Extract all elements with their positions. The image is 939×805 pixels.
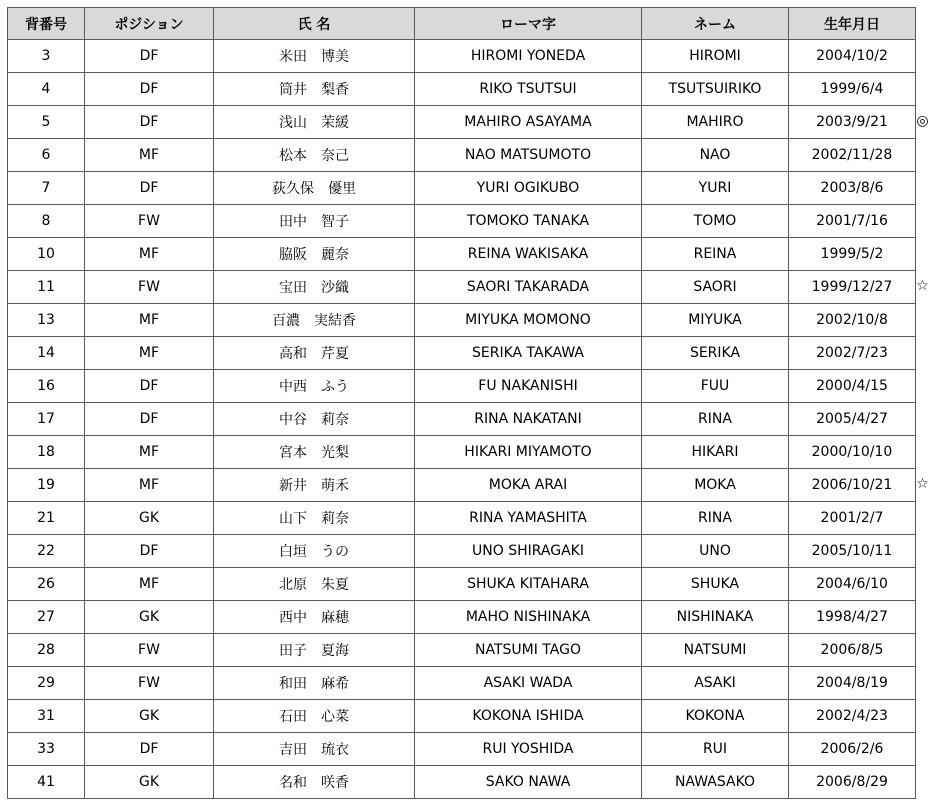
cell-nickname: UNO <box>642 535 789 568</box>
cell-nickname: NAO <box>642 139 789 172</box>
cell-nickname: MIYUKA <box>642 304 789 337</box>
cell-number: 33 <box>8 733 85 766</box>
cell-number: 14 <box>8 337 85 370</box>
table-row <box>8 733 916 766</box>
cell-nickname: REINA <box>642 238 789 271</box>
cell-birthdate: 2001/2/7 <box>789 502 916 535</box>
row-mark <box>910 633 935 666</box>
cell-position: GK <box>85 502 214 535</box>
cell-number: 6 <box>8 139 85 172</box>
cell-birthdate: 2004/10/2 <box>789 40 916 73</box>
cell-name: 浅山 茉緩 <box>214 106 415 139</box>
cell-nickname: SERIKA <box>642 337 789 370</box>
header-roman: ローマ字 <box>415 8 642 40</box>
cell-birthdate: 2002/11/28 <box>789 139 916 172</box>
cell-number: 8 <box>8 205 85 238</box>
cell-roman: RINA NAKATANI <box>415 403 642 436</box>
row-mark <box>910 303 935 336</box>
cell-number: 10 <box>8 238 85 271</box>
row-mark: ◎ <box>916 113 929 129</box>
cell-birthdate: 2002/10/8 <box>789 304 916 337</box>
row-mark <box>910 138 935 171</box>
table-row <box>8 139 916 172</box>
table-header <box>8 8 916 40</box>
cell-name: 中西 ふう <box>214 370 415 403</box>
table-row <box>8 535 916 568</box>
cell-name: 田中 智子 <box>214 205 415 238</box>
cell-roman: NATSUMI TAGO <box>415 634 642 667</box>
cell-nickname: SHUKA <box>642 568 789 601</box>
cell-name: 宮本 光梨 <box>214 436 415 469</box>
cell-number: 18 <box>8 436 85 469</box>
table-row <box>8 238 916 271</box>
cell-name: 白垣 うの <box>214 535 415 568</box>
cell-name: 和田 麻希 <box>214 667 415 700</box>
cell-birthdate: 2006/10/21 <box>789 469 916 502</box>
cell-roman: NAO MATSUMOTO <box>415 139 642 172</box>
cell-name: 西中 麻穂 <box>214 601 415 634</box>
cell-nickname: KOKONA <box>642 700 789 733</box>
table-row <box>8 436 916 469</box>
table-row <box>8 40 916 73</box>
row-mark <box>910 732 935 765</box>
cell-roman: RIKO TSUTSUI <box>415 73 642 106</box>
cell-position: DF <box>85 73 214 106</box>
cell-number: 7 <box>8 172 85 205</box>
roster-table-container <box>7 7 916 799</box>
table-row <box>8 205 916 238</box>
cell-roman: REINA WAKISAKA <box>415 238 642 271</box>
cell-roman: MIYUKA MOMONO <box>415 304 642 337</box>
cell-position: DF <box>85 172 214 205</box>
cell-birthdate: 2002/7/23 <box>789 337 916 370</box>
row-mark <box>910 402 935 435</box>
cell-nickname: TOMO <box>642 205 789 238</box>
cell-roman: HIKARI MIYAMOTO <box>415 436 642 469</box>
cell-roman: KOKONA ISHIDA <box>415 700 642 733</box>
cell-roman: UNO SHIRAGAKI <box>415 535 642 568</box>
cell-birthdate: 2001/7/16 <box>789 205 916 238</box>
cell-roman: FU NAKANISHI <box>415 370 642 403</box>
cell-nickname: ASAKI <box>642 667 789 700</box>
cell-position: DF <box>85 370 214 403</box>
roster-table <box>7 7 916 799</box>
cell-position: DF <box>85 40 214 73</box>
cell-nickname: MOKA <box>642 469 789 502</box>
cell-roman: SAORI TAKARADA <box>415 271 642 304</box>
header-number: 背番号 <box>8 8 85 40</box>
cell-name: 松本 奈己 <box>214 139 415 172</box>
table-row <box>8 502 916 535</box>
cell-nickname: MAHIRO <box>642 106 789 139</box>
cell-nickname: SAORI <box>642 271 789 304</box>
cell-birthdate: 2005/4/27 <box>789 403 916 436</box>
cell-number: 19 <box>8 469 85 502</box>
cell-nickname: HIKARI <box>642 436 789 469</box>
cell-number: 21 <box>8 502 85 535</box>
cell-position: DF <box>85 733 214 766</box>
row-mark <box>910 600 935 633</box>
cell-birthdate: 2004/6/10 <box>789 568 916 601</box>
cell-position: GK <box>85 700 214 733</box>
cell-number: 13 <box>8 304 85 337</box>
row-mark <box>910 237 935 270</box>
cell-birthdate: 2000/10/10 <box>789 436 916 469</box>
cell-roman: RUI YOSHIDA <box>415 733 642 766</box>
cell-name: 中谷 莉奈 <box>214 403 415 436</box>
cell-position: GK <box>85 766 214 799</box>
cell-nickname: FUU <box>642 370 789 403</box>
row-mark <box>910 501 935 534</box>
cell-name: 山下 莉奈 <box>214 502 415 535</box>
cell-position: MF <box>85 238 214 271</box>
table-row <box>8 73 916 106</box>
cell-name: 名和 咲香 <box>214 766 415 799</box>
row-mark: ☆ <box>916 278 929 294</box>
cell-position: GK <box>85 601 214 634</box>
table-row <box>8 337 916 370</box>
cell-birthdate: 1999/6/4 <box>789 73 916 106</box>
cell-position: MF <box>85 568 214 601</box>
row-mark <box>910 699 935 732</box>
cell-birthdate: 2002/4/23 <box>789 700 916 733</box>
row-mark <box>910 39 935 72</box>
cell-position: DF <box>85 106 214 139</box>
cell-number: 26 <box>8 568 85 601</box>
cell-position: DF <box>85 535 214 568</box>
cell-nickname: RINA <box>642 403 789 436</box>
row-mark: ☆ <box>916 476 929 492</box>
cell-name: 高和 芹夏 <box>214 337 415 370</box>
cell-nickname: NAWASAKO <box>642 766 789 799</box>
table-row <box>8 667 916 700</box>
header-name: 氏 名 <box>214 8 415 40</box>
cell-number: 5 <box>8 106 85 139</box>
table-row <box>8 700 916 733</box>
cell-number: 27 <box>8 601 85 634</box>
cell-number: 41 <box>8 766 85 799</box>
row-mark <box>910 336 935 369</box>
table-row <box>8 469 916 502</box>
cell-position: FW <box>85 205 214 238</box>
table-row <box>8 568 916 601</box>
cell-position: MF <box>85 469 214 502</box>
cell-number: 3 <box>8 40 85 73</box>
cell-birthdate: 2006/2/6 <box>789 733 916 766</box>
header-birthdate: 生年月日 <box>789 8 916 40</box>
cell-name: 荻久保 優里 <box>214 172 415 205</box>
cell-name: 北原 朱夏 <box>214 568 415 601</box>
cell-position: FW <box>85 634 214 667</box>
table-row <box>8 370 916 403</box>
table-row <box>8 271 916 304</box>
cell-roman: HIROMI YONEDA <box>415 40 642 73</box>
cell-birthdate: 2006/8/29 <box>789 766 916 799</box>
cell-nickname: NATSUMI <box>642 634 789 667</box>
cell-birthdate: 2005/10/11 <box>789 535 916 568</box>
cell-nickname: YURI <box>642 172 789 205</box>
row-mark <box>910 171 935 204</box>
table-row <box>8 304 916 337</box>
cell-roman: MAHO NISHINAKA <box>415 601 642 634</box>
cell-number: 16 <box>8 370 85 403</box>
table-body <box>8 40 916 799</box>
cell-birthdate: 1999/12/27 <box>789 271 916 304</box>
cell-number: 11 <box>8 271 85 304</box>
cell-birthdate: 2000/4/15 <box>789 370 916 403</box>
cell-roman: YURI OGIKUBO <box>415 172 642 205</box>
cell-name: 石田 心菜 <box>214 700 415 733</box>
cell-number: 28 <box>8 634 85 667</box>
table-row <box>8 601 916 634</box>
cell-nickname: RINA <box>642 502 789 535</box>
cell-birthdate: 2003/9/21 <box>789 106 916 139</box>
cell-name: 百濃 実結香 <box>214 304 415 337</box>
cell-nickname: HIROMI <box>642 40 789 73</box>
cell-birthdate: 1998/4/27 <box>789 601 916 634</box>
row-mark <box>910 765 935 798</box>
cell-birthdate: 2003/8/6 <box>789 172 916 205</box>
cell-roman: ASAKI WADA <box>415 667 642 700</box>
cell-number: 4 <box>8 73 85 106</box>
cell-number: 17 <box>8 403 85 436</box>
cell-number: 29 <box>8 667 85 700</box>
cell-position: FW <box>85 667 214 700</box>
row-mark <box>910 666 935 699</box>
row-mark <box>910 435 935 468</box>
cell-position: MF <box>85 436 214 469</box>
cell-nickname: NISHINAKA <box>642 601 789 634</box>
cell-roman: MOKA ARAI <box>415 469 642 502</box>
row-mark <box>910 369 935 402</box>
table-row <box>8 106 916 139</box>
cell-name: 新井 萌禾 <box>214 469 415 502</box>
cell-birthdate: 1999/5/2 <box>789 238 916 271</box>
table-row <box>8 634 916 667</box>
cell-roman: SAKO NAWA <box>415 766 642 799</box>
cell-name: 宝田 沙織 <box>214 271 415 304</box>
cell-roman: RINA YAMASHITA <box>415 502 642 535</box>
table-row <box>8 172 916 205</box>
cell-nickname: TSUTSUIRIKO <box>642 73 789 106</box>
header-position: ポジション <box>85 8 214 40</box>
table-row <box>8 403 916 436</box>
row-mark <box>910 534 935 567</box>
table-row <box>8 766 916 799</box>
cell-position: DF <box>85 403 214 436</box>
cell-roman: SHUKA KITAHARA <box>415 568 642 601</box>
cell-position: FW <box>85 271 214 304</box>
row-mark <box>910 567 935 600</box>
cell-position: MF <box>85 304 214 337</box>
row-mark <box>910 72 935 105</box>
mark-column <box>910 7 935 798</box>
header-nickname: ネーム <box>642 8 789 40</box>
cell-name: 筒井 梨香 <box>214 73 415 106</box>
header-row <box>8 8 916 40</box>
cell-roman: TOMOKO TANAKA <box>415 205 642 238</box>
cell-roman: MAHIRO ASAYAMA <box>415 106 642 139</box>
cell-position: MF <box>85 139 214 172</box>
cell-position: MF <box>85 337 214 370</box>
row-mark <box>910 204 935 237</box>
cell-birthdate: 2004/8/19 <box>789 667 916 700</box>
cell-number: 31 <box>8 700 85 733</box>
cell-roman: SERIKA TAKAWA <box>415 337 642 370</box>
cell-name: 吉田 琉衣 <box>214 733 415 766</box>
cell-nickname: RUI <box>642 733 789 766</box>
cell-name: 米田 博美 <box>214 40 415 73</box>
mark-header-spacer <box>910 7 935 39</box>
cell-birthdate: 2006/8/5 <box>789 634 916 667</box>
cell-number: 22 <box>8 535 85 568</box>
cell-name: 脇阪 麗奈 <box>214 238 415 271</box>
cell-name: 田子 夏海 <box>214 634 415 667</box>
